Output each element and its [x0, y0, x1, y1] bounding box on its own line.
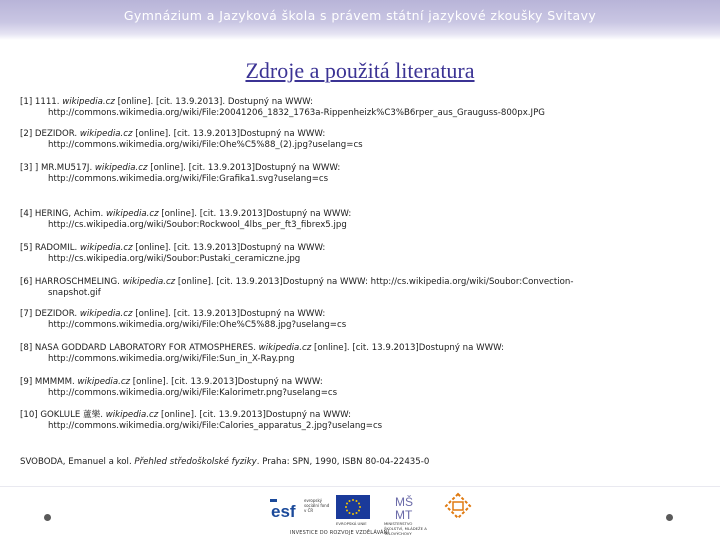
ref-citation: [online]. [cit. 13.9.2013]Dostupný na WWW:	[132, 309, 326, 319]
ref-author: [9] MMMMM.	[20, 377, 78, 387]
svg-text:M: M	[395, 508, 405, 522]
ref-source: wikipedia.cz	[105, 410, 159, 420]
ref-citation: [online]. [cit. 13.9.2013]Dostupný na WWW:	[130, 377, 323, 387]
ref-url: http://cs.wikipedia.org/wiki/Soubor:Pustaki_ceramiczne.jpg	[48, 253, 301, 264]
ref-source: wikipedia.cz	[79, 129, 133, 139]
ref-author: [10] GOKLULE 蘆樂.	[20, 410, 106, 420]
reference-item	[20, 343, 706, 364]
reference-item	[20, 377, 706, 398]
svg-text:Š: Š	[405, 495, 414, 509]
ref-source: wikipedia.cz	[258, 343, 312, 353]
ref-citation: [online]. [cit. 13.9.2013]Dostupný na WWW: http://cs.wikipedia.org/wiki/Soubor:Convection-	[175, 277, 574, 287]
ref-citation: [online]. [cit. 13.9.2013]Dostupný na WWW:	[132, 243, 326, 253]
ref-citation: [online]. [cit. 13.9.2013]Dostupný na WWW:	[147, 163, 341, 173]
ref-source: wikipedia.cz	[77, 377, 131, 387]
footer-divider	[0, 486, 720, 487]
svg-text:M: M	[395, 495, 405, 509]
ref-source: wikipedia.cz	[80, 243, 133, 253]
ref-source: wikipedia.cz	[62, 97, 115, 107]
book-reference	[20, 457, 429, 467]
ref-source: wikipedia.cz	[105, 209, 159, 219]
ref-url: http://commons.wikimedia.org/wiki/File:Calories_apparatus_2.jpg?uselang=cs	[48, 420, 383, 431]
msmt-label: MINISTERSTVO ŠKOLSTVÍ, MLÁDEŽE A TĚLOVÝCHOVY	[384, 521, 427, 536]
ref-url: snapshot.gif	[48, 287, 101, 298]
reference-item	[20, 97, 706, 118]
eu-flag-icon	[336, 495, 370, 519]
ref-citation: [online]. [cit. 13.9.2013]. Dostupný na WWW:	[114, 97, 314, 107]
ref-author: [7] DEZIDOR.	[20, 309, 80, 319]
reference-item	[20, 163, 706, 184]
footer-logos	[270, 490, 480, 538]
ref-source: wikipedia.cz	[79, 309, 133, 319]
investice-label: INVESTICE DO ROZVOJE VZDĚLÁVÁNÍ	[290, 530, 390, 536]
ref-author: [8] NASA GODDARD LABORATORY FOR ATMOSPHERES.	[20, 343, 259, 353]
ref-citation: [online]. [cit. 13.9.2013]Dostupný na WWW:	[158, 410, 352, 420]
reference-item	[20, 309, 706, 330]
reference-item	[20, 209, 706, 230]
ref-source: wikipedia.cz	[122, 277, 176, 287]
page-title: Zdroje a použitá literatura	[245, 58, 475, 83]
ref-url: http://commons.wikimedia.org/wiki/File:Kalorimetr.png?uselang=cs	[48, 387, 338, 398]
esf-logo-icon	[270, 496, 302, 522]
book-publication: . Praha: SPN, 1990, ISBN 80-04-22435-0	[256, 457, 430, 467]
ref-citation: [online]. [cit. 13.9.2013]Dostupný na WWW:	[158, 209, 352, 219]
reference-item	[20, 410, 706, 431]
reference-item	[20, 277, 706, 298]
reference-item	[20, 129, 706, 150]
left-bullet-icon	[44, 514, 51, 521]
svg-text:esf: esf	[271, 502, 296, 521]
ref-url: http://commons.wikimedia.org/wiki/File:20041206_1832_1763a-Rippenheizk%C3%B6rper_aus_Grauguss-800px.JPG	[48, 107, 545, 118]
ref-author: [2] DEZIDOR.	[20, 129, 80, 139]
ref-url: http://commons.wikimedia.org/wiki/File:Ohe%C5%88_(2).jpg?uselang=cs	[48, 139, 363, 150]
ref-author: [3] ] MR.MU517J.	[20, 163, 95, 173]
esf-label: evropský sociální fond v ČR	[304, 498, 330, 513]
ref-author: [4] HERING, Achim.	[20, 209, 106, 219]
msmt-logo-icon	[392, 492, 422, 522]
op-logo-icon	[444, 492, 472, 522]
right-bullet-icon	[666, 514, 673, 521]
ref-source: wikipedia.cz	[94, 163, 148, 173]
ref-citation: [online]. [cit. 13.9.2013]Dostupný na WWW:	[132, 129, 326, 139]
ref-url: http://commons.wikimedia.org/wiki/File:Ohe%C5%88.jpg?uselang=cs	[48, 319, 347, 330]
book-title: Přehled středoškolské fyziky	[134, 457, 257, 467]
reference-item	[20, 243, 706, 264]
ref-url: http://commons.wikimedia.org/wiki/File:Grafika1.svg?uselang=cs	[48, 173, 329, 184]
ref-url: http://commons.wikimedia.org/wiki/File:Sun_in_X-Ray.png	[48, 353, 295, 364]
eu-label: EVROPSKÁ UNIE	[336, 521, 367, 526]
svg-text:T: T	[405, 508, 413, 522]
ref-author: [1] 1111.	[20, 97, 63, 107]
ref-url: http://cs.wikipedia.org/wiki/Soubor:Rockwool_4lbs_per_ft3_fibrex5.jpg	[48, 219, 347, 230]
ref-author: [5] RADOMIL.	[20, 243, 80, 253]
ref-citation: [online]. [cit. 13.9.2013]Dostupný na WWW:	[311, 343, 504, 353]
book-author: SVOBODA, Emanuel a kol.	[20, 457, 135, 467]
ref-author: [6] HARROSCHMELING.	[20, 277, 123, 287]
school-name: Gymnázium a Jazyková škola s právem státní jazykové zkoušky Svitavy	[123, 8, 597, 23]
